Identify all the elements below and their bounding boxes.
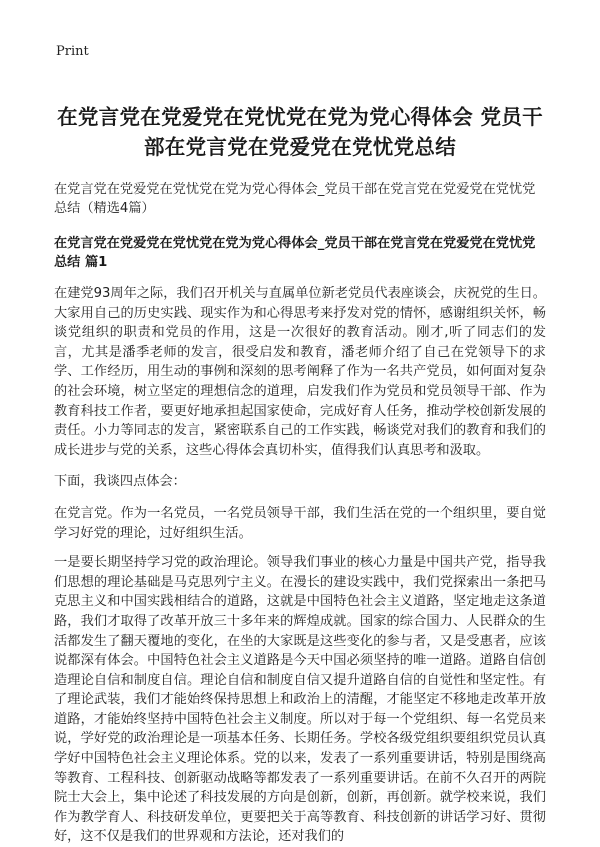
print-link[interactable]: Print (56, 44, 89, 59)
page-title: 在党言党在党爱党在党忧党在党为党心得体会 党员干部在党言党在党爱党在党忧党总结 (57, 105, 543, 159)
document-subtitle: 在党言党在党爱党在党忧党在党为党心得体会_党员干部在党言党在党爱党在党忧党总结（精选4篇） (54, 182, 536, 216)
section-heading: 在党言党在党爱党在党忧党在党为党心得体会_党员干部在党言党在党爱党在党忧党总结 篇1 (54, 236, 536, 270)
paragraph-intro: 在建党93周年之际，我们召开机关与直属单位新老党员代表座谈会，庆祝党的生日。大家用自己的历史实践、现实作为和心得思考来抒发对党的情怀，感谢组织关怀，畅谈党组织的职责和党员的作用，这是一次很好的教育活动。刚才,听了同志们的发言，尤其是潘季老师的发言，很受启发和教育，潘老师介绍了自己在党领导下的求学、工作经历，用生动的事例和深刻的思考阐释了作为一名共产党员，如何面对复杂的社会环境，树立坚定的理想信念的道理，启发我们作为党员和党员领导干部、作为教育科技工作者，要更好地承担起国家使命，完成好育人任务，推动学校创新发展的责任。小力等同志的发言，紧密联系自己的工作实践，畅谈党对我们的教育和我们的成长进步与党的关系，这些心得体会真切朴实，值得我们认真思考和汲取。 (54, 286, 546, 458)
paragraph-zaidang-yandang: 在党言党。作为一名党员，一名党员领导干部，我们生活在党的一个组织里，要自觉学习好党的理论，过好组织生活。 (54, 505, 546, 541)
paragraph-point-one: 一是要长期坚持学习党的政治理论。领导我们事业的核心力量是中国共产党，指导我们思想的理论基础是马克思列宁主义。在漫长的建设实践中，我们党探索出一条把马克思主义和中国实践相结合的道路，这就是中国特色社会主义道路，坚定地走这条道路，我们才取得了改革开放三十多年来的辉煌成就。国家的综合国力、人民群众的生活都发生了翻天覆地的变化，在坐的大家既是这些变化的参与者，又是受惠者，应该说都深有体会。中国特色社会主义道路是今天中国必须坚持的唯一道路。道路自信创造理论自信和制度自信。理论自信和制度自信又提升道路自信的自觉性和坚定性。有了理论武装，我们才能始终保持思想上和政治上的清醒，才能坚定不移地走改革开放道路，才能始终坚持中国特色社会主义制度。所以对于每一个党组织、每一名党员来说，学好党的政治理论是一项基本任务、长期任务。学校各级党组织要组织党员认真学好中国特色社会主义理论体系。党的以来，发表了一系列重要讲话，特别是围绕高等教育、工程科技、创新驱动战略等都发表了一系列重要讲话。在前不久召开的两院院士大会上，集中论述了科技发展的方向是创新，创新，再创新。就学校来说，我们作为教学育人、科技研发单位，更要把关于高等教育、科技创新的讲话学习好、贯彻好，这不仅是我们的世界观和方法论，还对我们的 (54, 555, 546, 845)
paragraph-four-points: 下面，我谈四点体会： (54, 474, 186, 490)
